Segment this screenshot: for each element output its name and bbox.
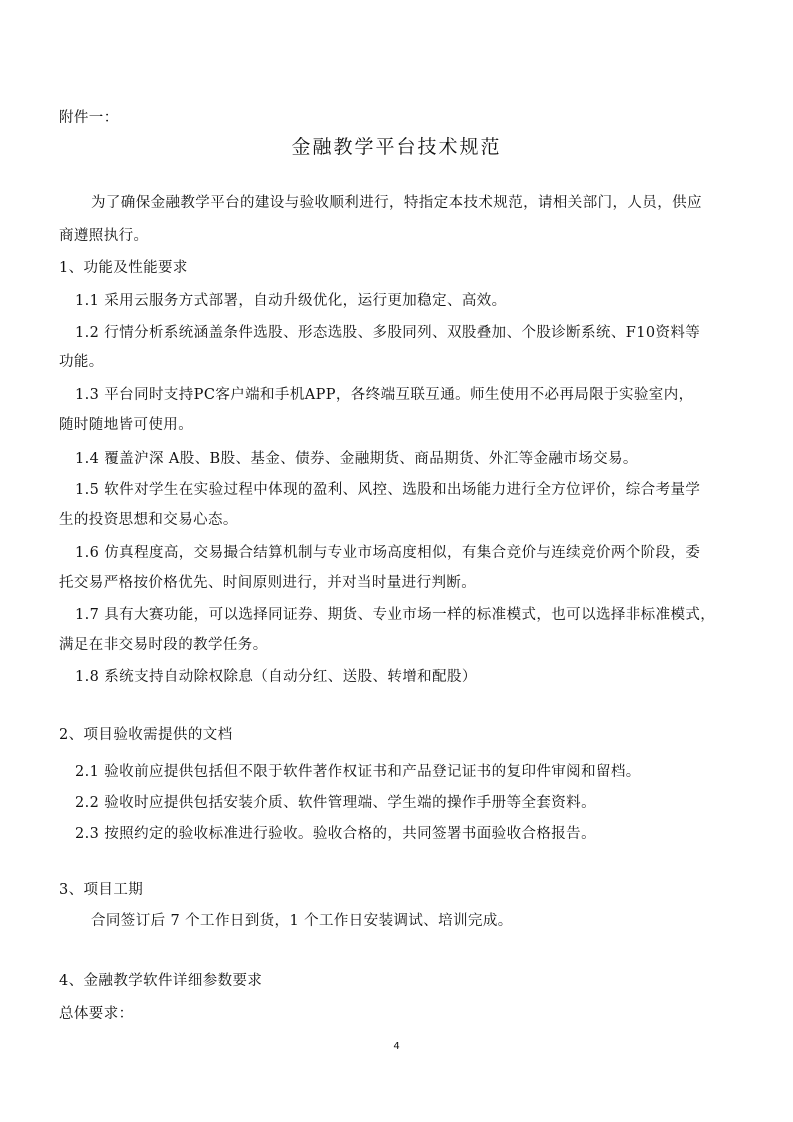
- item-2-2: 2.2 验收时应提供包括安装介质、软件管理端、学生端的操作手册等全套资料。: [75, 795, 596, 811]
- section-4-subheading: 总体要求：: [59, 1006, 134, 1022]
- item-1-8: 1.8 系统支持自动除权除息（自动分红、送股、转增和配股）: [75, 669, 477, 685]
- intro-line-2: 商遵照执行。: [59, 228, 149, 244]
- page-number: 4: [393, 1041, 400, 1052]
- section-3-body: 合同签订后 7 个工作日到货，1 个工作日安装调试、培训完成。: [91, 913, 513, 929]
- item-1-4: 1.4 覆盖沪深 A股、B股、基金、债券、金融期货、商品期货、外汇等金融市场交易。: [75, 451, 638, 467]
- item-2-1: 2.1 验收前应提供包括但不限于软件著作权证书和产品登记证书的复印件审阅和留档。: [75, 764, 641, 780]
- item-1-2-line-2: 功能。: [59, 354, 104, 370]
- item-1-2-line-1: 1.2 行情分析系统涵盖条件选股、形态选股、多股同列、双股叠加、个股诊断系统、F10资料等: [75, 325, 701, 341]
- item-1-7-line-1: 1.7 具有大赛功能，可以选择同证券、期货、专业市场一样的标准模式，也可以选择非标准模式，: [75, 607, 716, 623]
- item-1-5-line-1: 1.5 软件对学生在实验过程中体现的盈利、风控、选股和出场能力进行全方位评价，综合考量学: [75, 482, 701, 498]
- section-1-heading: 1、功能及性能要求: [59, 260, 188, 276]
- section-2-heading: 2、项目验收需提供的文档: [59, 727, 233, 743]
- section-4-heading: 4、金融教学软件详细参数要求: [59, 973, 263, 989]
- attachment-label: 附件一：: [59, 110, 119, 126]
- item-1-5-line-2: 生的投资思想和交易心态。: [59, 512, 238, 528]
- item-1-3-line-2: 随时随地皆可使用。: [59, 417, 194, 433]
- page-title: 金融教学平台技术规范: [291, 136, 502, 158]
- item-1-1: 1.1 采用云服务方式部署，自动升级优化，运行更加稳定、高效。: [75, 293, 507, 309]
- item-1-7-line-2: 满足在非交易时段的教学任务。: [59, 637, 268, 653]
- item-1-6-line-1: 1.6 仿真程度高，交易撮合结算机制与专业市场高度相似，有集合竞价与连续竞价两个阶段，委: [75, 545, 701, 561]
- intro-line-1: 为了确保金融教学平台的建设与验收顺利进行，特指定本技术规范，请相关部门，人员，供应: [91, 195, 702, 211]
- item-1-6-line-2: 托交易严格按价格优先、时间原则进行，并对当时量进行判断。: [59, 575, 477, 591]
- item-1-3-line-1: 1.3 平台同时支持PC客户端和手机APP，各终端互联互通。师生使用不必再局限于实验室内，: [75, 387, 694, 403]
- item-2-3: 2.3 按照约定的验收标准进行验收。验收合格的，共同签署书面验收合格报告。: [75, 826, 596, 842]
- section-3-heading: 3、项目工期: [59, 882, 144, 898]
